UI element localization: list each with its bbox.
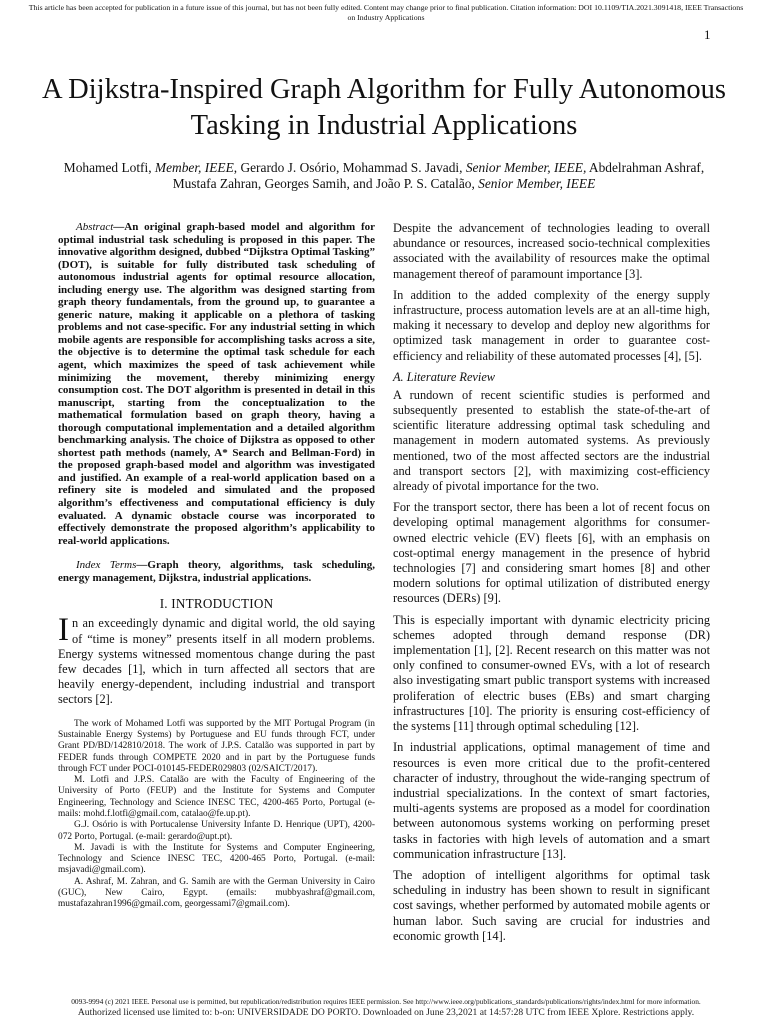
journal-notice: This article has been accepted for publication in a future issue of this journal, but has not been fully edited. Content may change prior to final publication. Citation information: DOI 10.1109/TIA.2021.3091418, IEEE Transactions on Industry Applications (28, 3, 744, 22)
intro-paragraph (58, 612, 375, 707)
drop-cap: I (58, 612, 69, 649)
footnote-affiliation-feup: M. Lotfi and J.P.S. Catalão are with the Faculty of Engineering of the University of Porto (FEUP) and the Institute for Systems and Computer Engineering, Technology and Science INESC TEC, 4200-465 Porto, Portugal (e-mails: mohd.f.lotfi@gmail.com, catalao@fe.up.pt). (58, 775, 375, 819)
index-terms-text: —Graph theory, algorithms, task scheduling, energy management, Dijkstra, industrial applications. (58, 559, 375, 584)
abstract-text: —An original graph-based model and algorithm for optimal industrial task scheduling is proposed in this paper. The innovative algorithm designed, dubbed “Dijkstra Optimal Tasking” (DOT), is suitable for fully distributed task scheduling of autonomous industrial agents for optimal resource allocation, including energy use. The algorithm was designed starting from graph theory fundamentals, from the ground up, to guarantee a generic nature, making it applicable on a plethora of tasking problems and not case-specific. For any industrial setting in which mobile agents are responsible for accomplishing tasks across a site, the objective is to determine the optimal task schedule for each agent, which maximizes the speed of task achievement while minimizing the movement, thereby minimizing energy consumption cost. The DOT algorithm is presented in detail in this manuscript, starting from the conceptualization to the mathematical formulation based on graph theory, having a thorough computational implementation and a detailed algorithm benchmarking analysis. The choice of Dijkstra as opposed to other shortest path methods (namely, A* Search and Bellman-Ford) in the proposed graph-based model and algorithm was investigated and justified. An example of a real-world application based on a refinery site is modeled and simulated and the proposed algorithm’s effectiveness and computational efficiency is duly evaluated. A dynamic obstacle course was incorporated to effectively demonstrate the proposed algorithm’s applicability to real-world applications. (58, 221, 375, 547)
paragraph: In industrial applications, optimal management of time and resources is even more critical due to the profit-centered character of industry, throughout the wide-ranging spectrum of industrial specializations. In the context of smart factories, multi-agents systems are proposed as a model for coordination between autonomous systems working on performing preset tasks in factories with high levels of automation and a smart communication infrastructure [13]. (393, 740, 710, 861)
abstract (58, 221, 375, 547)
author-names-1: Mohamed Lotfi, (63, 160, 155, 175)
paragraph: For the transport sector, there has been a lot of recent focus on developing optimal management algorithms for consumer-owned electric vehicle (EV) fleets [6], with an emphasis on cost-optimal energy management in the presence of hybrid technologies [7] and considering smart homes [8] and other modern solutions for optimal utilization of distributed energy resources (DERs) [9]. (393, 500, 710, 606)
author-role-3: Senior Member, IEEE (478, 176, 596, 191)
footnote-affiliation-upt: G.J. Osório is with Portucalense University Infante D. Henrique (UPT), 4200-072 Porto, Portugal. (e-mail: gerardo@upt.pt). (58, 820, 375, 842)
author-names-3: Abdelrahman Ashraf, Mustafa Zahran, Georges Samih, and João P. S. Catalão, (172, 160, 705, 191)
paragraph: This is especially important with dynamic electricity pricing schemes adopted through demand response (DR) implementation [1], [2]. Recent research on this matter was not only confined to consumer-owned EVs, with a lot of research also investigating smart public transport systems with increased proliferation of electric buses (EBs) and smart charging infrastructures [10]. The priority is ensuring cost-efficiency of the systems [11] through optimal scheduling [12]. (393, 612, 710, 734)
author-role-1: Member, IEEE (154, 160, 234, 175)
footnote-funding: The work of Mohamed Lotfi was supported by the MIT Portugal Program (in Sustainable Energy Systems) by Portuguese and EU funds through FCT, under Grant PD/BD/142810/2018. The work of J.P.S. Catalão was supported in part by FEDER funds through COMPETE 2020 and in part by the Portuguese funds through FCT under POCI-010145-FEDER029803 (02/SAICT/2017). (58, 718, 375, 774)
section-heading-introduction: I. INTRODUCTION (159, 596, 274, 612)
footnotes (58, 719, 375, 911)
footnote-affiliation-guc: A. Ashraf, M. Zahran, and G. Samih are with the German University in Cairo (GUC), New Cairo, Egypt. (emails: mubbyashraf@gmail.com, mustafazahran1996@gmail.com, georgessami7@gmail.com). (58, 876, 375, 910)
paragraph: Despite the advancement of technologies leading to overall abundance or resources, increased socio-technical complexities associated with the availability of resources make the optimal management thereof of paramount importance [3]. (393, 221, 710, 281)
paragraph: The adoption of intelligent algorithms for optimal task scheduling in industry has been shown to result in significant cost savings, whether performed by automated mobile agents or human labor. Such saving are crucial for industries and economic growth [14]. (393, 867, 710, 943)
subsection-heading-literature-review: A. Literature Review (393, 369, 496, 384)
index-terms-label: Index Terms (76, 559, 137, 572)
author-names-2: , Gerardo J. Osório, Mohammad S. Javadi, (233, 160, 466, 175)
footnote-affiliation-inesc: M. Javadi is with the Institute for Systems and Computer Engineering, Technology and Science INESC TEC, 4200-465 Porto, Portugal. (e-mail: msjavadi@gmail.com). (58, 842, 375, 876)
author-list (50, 160, 718, 192)
paragraph: A rundown of recent scientific studies is performed and subsequently presented to establish the state-of-the-art of scientific literature addressing optimal task scheduling and management in modern automated systems. As previously mentioned, two of the most affected sectors are the industrial and transport sectors [2], with maximizing cost-efficiency already of pivotal importance for the two. (393, 387, 710, 494)
paper-title: A Dijkstra-Inspired Graph Algorithm for Fully Autonomous Tasking in Industrial Applications (42, 74, 726, 141)
index-terms (58, 559, 375, 584)
abstract-label: Abstract (76, 221, 114, 233)
license-notice: Authorized licensed use limited to: b-on: UNIVERSIDADE DO PORTO. Downloaded on June 23,2021 at 14:57:28 UTC from IEEE Xplore. Restrictions apply. (77, 1007, 695, 1018)
right-column (393, 221, 710, 950)
intro-text: n an exceedingly dynamic and digital world, the old saying of “time is money” presents itself in all modern problems. Energy systems witnessed momentous change during the past few decades [1], which in turn affected all sectors that are heavily energy-dependent, including industrial and transport sectors [2]. (58, 616, 375, 707)
copyright-notice: 0093-9994 (c) 2021 IEEE. Personal use is permitted, but republication/redistribution requires IEEE permission. See http://www.ieee.org/publications_standards/publications/rights/index.html for more information. (71, 997, 701, 1006)
page-number: 1 (704, 27, 711, 42)
left-column (58, 221, 375, 911)
author-role-2: Senior Member, IEEE, (465, 160, 587, 175)
paragraph: In addition to the added complexity of the energy supply infrastructure, process automation levels are at an all-time high, making it necessary to develop and deploy new algorithms for optimized task management in order to guarantee cost-efficiency and reliability of these automated processes [4], [5]. (393, 287, 710, 363)
